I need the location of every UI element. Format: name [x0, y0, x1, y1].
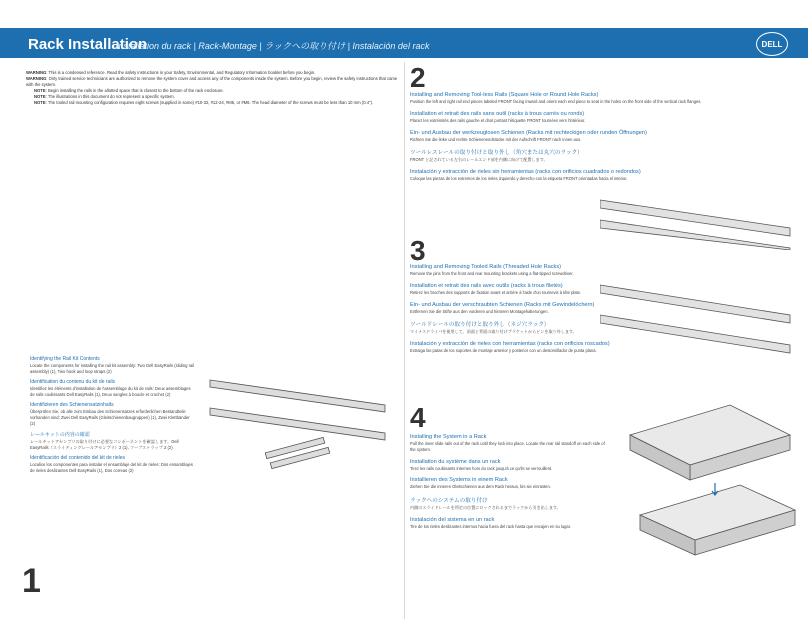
note-2: NOTE: The illustrations in this document do not represent a specific system.: [34, 94, 175, 99]
step2-title-ja: ツールレスレールの取り付けと取り外し（角穴または丸穴のラック）: [410, 150, 583, 157]
warnings-block: [26, 70, 402, 106]
column-divider: [404, 62, 405, 619]
step3-text-es: Extraiga las patas de los soportes de montaje anterior y posterior con un destornillador de punta plana.: [410, 348, 597, 354]
warning-2: WARNING: Only trained service technicians are authorized to remove the system cover and access any of the components inside the system. Before you begin, review the safety instructions that came with the system.: [26, 76, 398, 87]
kit-text-fr: Identifiez les éléments d'installation de l'assemblage du kit de rails: Deux assemblages de rails coulissants Dell EasyRails (1), Deux sangles à boucle et crochet (2): [30, 386, 191, 397]
page-title: Rack Installation: [28, 36, 148, 53]
kit-text-es: Localice los componentes para instalar el ensamblaje del kit de rieles: Dos ensamblajes de rieles deslizantes Dell EasyRails (1), Dos correas (2): [30, 462, 193, 473]
step3-text-de: Entfernen Sie die Stifte aus den vorderen und hinteren Montagehalterungen.: [410, 308, 549, 314]
step2-text-ja: FRONT と記されている左右のレールエンド部を内側に向けて配置します。: [410, 157, 548, 163]
step2-text-fr: Placez les extrémités des rails gauche et droit portant l'étiquette FRONT tournées vers l'intérieur.: [410, 117, 586, 123]
step3-title-ja: ツールドレールの取り付けと取り外し（ネジ穴ラック）: [410, 322, 550, 329]
step4-title-de: Installieren des Systems in einem Rack: [410, 477, 508, 484]
step2-title-en: Installing and Removing Tool-less Rails (Square Hole or Round Hole Racks): [410, 92, 599, 98]
server-in-rack-illustration: [620, 395, 800, 565]
step3-title-fr: Installation et retrait des rails avec outils (racks à trous filetés): [410, 282, 563, 289]
warning-1: WARNING: This is a condensed reference. Read the safety instructions in your Safety, Environmental, and Regulatory Information booklet before you begin.: [26, 70, 316, 75]
step2-text-de: Richten Sie die linke und rechte Schienenendstücke mit der Aufschrift FRONT nach innen aus.: [410, 136, 582, 142]
kit-title-en: Identifying the Rail Kit Contents: [30, 356, 100, 362]
step2-text-en: Position the left and right rail end pieces labeled FRONT facing inward and orient each end piece to seat in the holes on the front side of the vertical rack flanges.: [410, 99, 702, 104]
step4-title-en: Installing the System in a Rack: [410, 434, 487, 440]
kit-title-de: Identifizieren des Schienensatzinhalts: [30, 402, 114, 408]
step3-text-ja: マイナスドライバを使用して、前面と背面の取り付けブラケットからピンを取り外します。: [410, 329, 577, 335]
step2-rail-illustration: [600, 190, 800, 250]
step3-title-es: Instalación y extracción de rieles con herramientas (racks con orificios roscados): [410, 341, 610, 348]
rail-kit-illustration: [205, 360, 395, 470]
note-1: NOTE: Begin installing the rails in the allotted space that is closest to the bottom of the rack enclosure.: [34, 88, 224, 93]
kit-title-fr: Identification du contenu du kit de rails: [30, 379, 116, 385]
step2-text-es: Coloque las piezas de los extremos de los rieles izquierdo y derecho con la etiqueta FRONT orientadas hacia el interior.: [410, 176, 628, 182]
kit-contents: [30, 352, 195, 474]
step-1-number: 1: [22, 562, 41, 600]
kit-title-es: Identificación del contenido del kit de rieles: [30, 455, 126, 461]
step2-title-es: Instalación y extracción de rieles sin herramientas (racks con orificios cuadrados o redondos): [410, 169, 641, 176]
kit-text-en: Locate the components for installing the rail kit assembly: Two Dell EasyRails (sliding rail assembly) (1), Two hook and loop straps (2): [30, 363, 195, 374]
page-header: [0, 28, 808, 58]
dell-logo: DELL: [756, 32, 788, 56]
step3-title-de: Ein- und Ausbau der verschraubten Schienen (Racks mit Gewindelöchern): [410, 301, 595, 308]
step4-text-fr: Tirez les rails coulissants internes hors du rack jusqu'à ce qu'ils se verrouillent.: [410, 465, 553, 471]
kit-title-ja: レールキットの内容の確認: [30, 432, 90, 438]
step3-text-fr: Retirez les broches des supports de fixation avant et arrière à l'aide d'un tournevis à tête plate.: [410, 289, 582, 295]
step4-title-ja: ラックへのシステムの取り付け: [410, 498, 488, 505]
page-subtitle: Installation du rack | Rack-Montage | ラックへの取り付け | Instalación del rack: [116, 41, 430, 51]
step4-title-fr: Installation du système dans un rack: [410, 458, 501, 465]
step4-text-ja: 内側のスライドレールを所定の位置にロックされるまでラックから引き出します。: [410, 505, 561, 511]
step3-title-en: Installing and Removing Tooled Rails (Threaded Hole Racks): [410, 264, 562, 270]
step4-text-en: Pull the inner slide rails out of the rack until they lock into place. Locate the rear rail standoff on each side of the system.: [410, 441, 605, 452]
step2-title-fr: Installation et retrait des rails sans outil (racks à trous carrés ou ronds): [410, 110, 585, 117]
step2-title-de: Ein- und Ausbau der werkzeuglosen Schienen (Racks mit rechteckigen oder runden Öffnungen): [410, 129, 647, 136]
step-4-number: 4: [410, 402, 426, 433]
step-2-number: 2: [410, 62, 426, 93]
step-2-block: [410, 86, 782, 182]
step4-text-es: Tire de los rieles deslizantes internos hacia fuera del rack hasta que encajen en su lugar.: [410, 523, 571, 529]
step3-rail-illustration: [600, 275, 800, 360]
step4-text-de: Ziehen Sie die inneren Gleitschienen aus dem Rack heraus, bis sie einrasten.: [410, 484, 551, 490]
kit-text-ja: レールキットアセンブリの取り付けに必要なコンポーネントを確認します。Dell EasyRails（スライディングレールアセンブリ）2 (1), フープストラップ 2 (2): [30, 439, 179, 450]
step3-text-en: Remove the pins from the front and rear mounting brackets using a flat-tipped screwdriver.: [410, 271, 574, 276]
note-3: NOTE: The tooled rail mounting configuration requires eight screws (supplied in some) #10-32, #12-24, #M5, or #M6. The head diameter of the screws must be less than 10 mm (0.4").: [34, 100, 374, 105]
step4-title-es: Instalación del sistema en un rack: [410, 516, 495, 523]
step-4-block: [410, 428, 610, 530]
step-3-number: 3: [410, 235, 426, 266]
kit-text-de: Überprüfen Sie, ob alle zum Einbau des Schienensatzes erforderlichen Bestandteile vorhanden sind: Zwei Dell EasyRails (Gleitschienenbaugruppen) (1), Zwei Klettbänder (2): [30, 409, 190, 426]
